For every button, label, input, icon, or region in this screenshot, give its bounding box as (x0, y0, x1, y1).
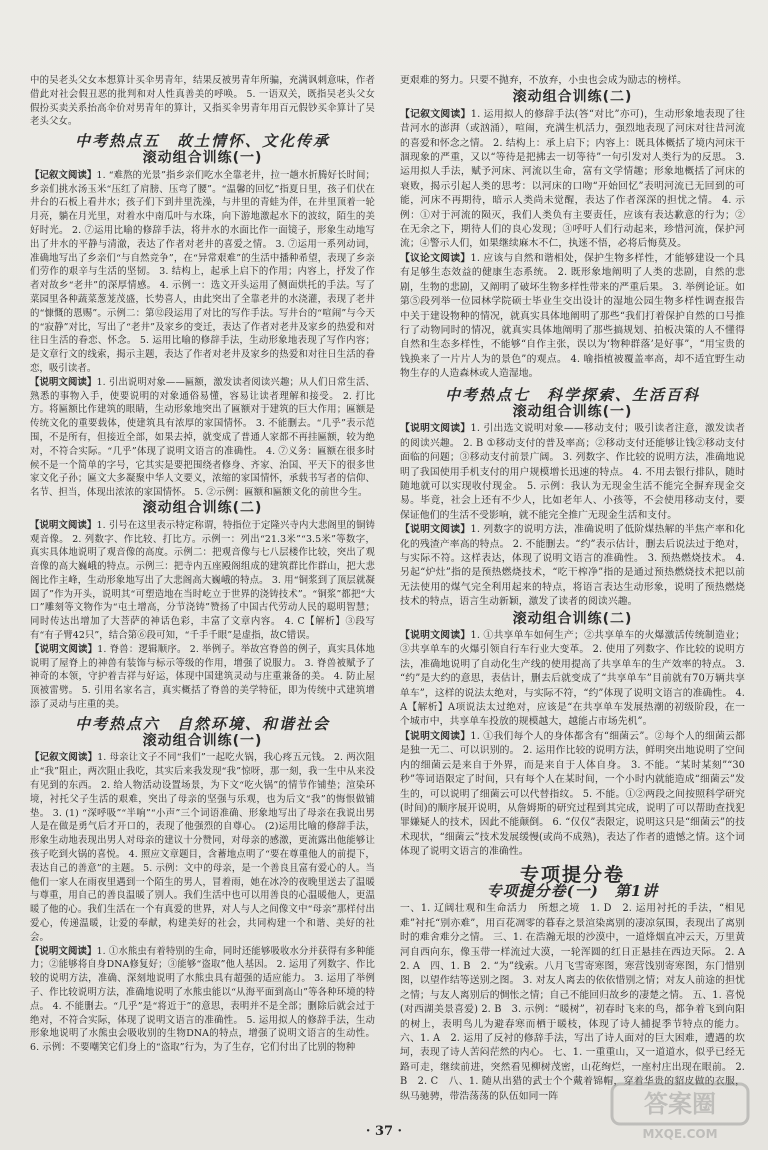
answer-paragraph (400, 730, 745, 860)
answer-text: 1. 列数字的说明方法，准确说明了低阶煤热解的半焦产率和化化的残渣产率高的特点。 2. 不能删去。“约”表示估计，删去后说法过于绝对，与实际不符。这样表达，体现了说明文语言的准确性。 3. 预热燃烧技术。 4. 另起“炉灶”指的是预热燃烧技术，“吃干榨净”指的是通过预热燃烧技术把以前无法使用的煤气完全利用起来的特点，将语言表达生动形象，说明了预热燃烧技术的特点，语言生动新颖，激发了读者的阅读兴趣。 (400, 524, 745, 608)
answer-text: 1. ①共享单车如何生产；②共享单车的火爆激活传统制造业；③共享单车的火爆引领自行车行业大变革。 2. 使用了列数字、作比较的说明方法，准确地说明了自动化生产线的使用提高了共享单车的生产效率的特点。 3. “约”是大约的意思，表估计，删去后就变成了“共享单车”目前就有70万辆共享单车”，这样的说法太绝对，与实际不符，“约”体现了说明文语言的准确性。 4. A【解析】A项说法太过绝对，应该是“在共享单车发展热潮的初级阶段，在一个城市中，共享单车投放的规模越大，越能占市场先机”。 (400, 630, 745, 728)
answer-paragraph (400, 629, 745, 730)
section-heading: 滚动组合训练(一) (512, 403, 633, 420)
section-heading: 滚动组合训练(一) (142, 149, 263, 166)
question-type-tag: 【记叙文阅读】 (400, 108, 471, 120)
hot-topic-heading: 中考热点七 科学探索、生活百科 (444, 385, 700, 404)
question-type-tag: 【议论文阅读】 (400, 252, 471, 264)
answer-paragraph (30, 519, 375, 643)
question-type-tag: 【说明文阅读】 (30, 643, 98, 655)
question-type-tag: 【说明文阅读】 (30, 376, 97, 388)
watermark-title: 答案圈 (644, 1090, 716, 1118)
section-heading: 滚动组合训练(二) (512, 89, 633, 106)
answer-paragraph (400, 108, 745, 252)
answer-paragraph (30, 751, 375, 944)
answer-text: 1. 母亲让文子不同“我们”一起吃火锅，我心疼五元钱。 2. 两次阻止“我”阻止，两次阻止我吃，其实后来我发现“我”惊呀，那一刻，我一生中从来没有见到的东西。 2. 给人物活动设置场景，为下文“吃火锅”的情节作铺垫；渲染环境，衬托父子生活的艰难，突出了母亲的坚强与乐观，也为后文“我”的悔恨做铺垫。 3. (1) “深呼吸”“半响”“小声”三个词语准确、形象地写出了母亲在我说出男人是在做是勇气后才开口的，表现了他强烈的自尊心。 (2)运用比喻的修辞手法，形象生动地表现出男人对母亲的建议十分赞同，对母亲的感激，更流露出他能够让孩子吃到火锅的喜悦。 4. 照应文章题目，含蓄地点明了“要在尊重他人的前提下，表达自己的善意”的主题。 5. 示例：文中的母亲，是一个善良且富有爱心的人。当他们一家人在雨夜里遇到一个陌生的男人，冒着雨，她在冰冷的夜晚里送去了温暖与尊重，用自己的善良温暖了别人。我们生活中也可以用善良的心温暖他人，更温暖了他的心。我们生活在一个有真爱的世界，对人与人之间像文中“母亲”那样付出爱心，传递温暖，让爱的奉献，构建美好的社会，共同构建一个和谐、美好的社会。 (30, 752, 375, 943)
question-type-tag: 【说明文阅读】 (30, 519, 97, 531)
question-type-tag: 【说明文阅读】 (30, 945, 97, 957)
answer-paragraph (400, 422, 745, 523)
answer-text: 1. 引出说明对象——匾额，激发读者阅读兴趣；从人们日常生活、熟悉的事物入手，使要说明的对象通俗易懂，容易让读者理解和接受。 2. 打比方。将匾额比作建筑的眼睛，生动形象地突出了匾额对于建筑的巨大作用；匾额是传统文化的重要载体，使建筑具有浓厚的家国情怀。 3. 不能删去。“几乎”表示范围，不是所有，但接近全部，如果去掉，就变成了普通人家都不再挂匾额，较为绝对，不符合实际。“几乎”体现了说明文语言的准确性。 4. ⑦义务：匾额在很多时候不是一个简单的字号，它其实是要把围绕者修身、齐家、治国、平天下的很多世家文化子孙；匾文大多凝聚中华人文要义，浓缩的家国情怀，承载书写者的信仰、名节、担当，体现出浓浓的家国情怀。 5. ②示例：匾额和匾额文化的前世今生。 (30, 376, 375, 499)
question-type-tag: 【说明文阅读】 (400, 630, 471, 642)
answer-text: 1. 脊兽：逻辑顺序。 2. 举例子。举故宫脊兽的例子，真实具体地说明了屋脊上的神兽有装饰与标示等级的作用，增强了说服力。 3. 脊兽被赋予了神奇的本领，守护着吉祥与好运，体现中国建筑灵动与庄重兼备的美。 4. 防止屋顶被雷劈。 5. 引用名家名言，真实概括了脊兽的美学特征，即为传统中式建筑增添了灵动与庄重的美。 (30, 643, 376, 711)
hot-topic-heading: 中考热点五 故土情怀、文化传承 (74, 132, 330, 151)
answer-text: 中的吴老头父女本想算计买伞男青年，结果反被男青年所骗，充满讽刺意味，作者借此对社会假丑恶的批判和对人性真善美的呼唤。 5. 一语双关，既指吴老头父女假扮买卖关系抬高伞价对男青年的算计，又指买伞男青年用百元假钞买伞算计了吴老头父女。 (30, 75, 375, 128)
section-heading: 滚动组合训练(二) (142, 499, 263, 516)
watermark-logo (610, 1080, 750, 1142)
answer-text: 更艰难的努力。只要不抛弃，不放弃，小虫也会成为励志的榜样。 (400, 75, 688, 86)
answer-text: 1. ①我们每个人的身体都含有“细菌云”。②每个人的细菌云都是独一无二、可以识别的。 2. 运用作比较的说明方法，鲜明突出地说明了空间内的细菌云是来自于外界，而是来自于人体自身。 3. 不能。“某时某刻”“30秒”等词语限定了时间，只有每个人在某时间，一个小时内就能造成“细菌云”发生的，可以说明了细菌云可以代替指纹。 5. 不能。①②两段之间按照科学研究(时间)的顺序展开说明，从詹姆斯的研究过程到其完成，说明了可以帮助查找犯罪嫌疑人的技术，因此不能颠倒。 6. “仅仅”表限定，说明这只是“细菌云”的技术现状，“细菌云”技术发展缓慢(或尚不成熟)，表达了作者的遗憾之情。这个词体现了说明文语言的准确性。 (400, 730, 745, 858)
answer-text: 1. 运用拟人的修辞手法(答“对比”亦可)，生动形象地表现了往昔河水的澎湃（或汹涌），喧闹，充满生机活力，强烈地表现了河床对往昔河流的喜爱和怀念之情。 2. 结构上：承上启下；内容上：既具体概括了境内河床干涸现象的严重，又以“等待是把拂去一切等待”一句引发对人类行为的反思。 3. 运用拟人手法，赋予河床、河流以生命，富有文学情趣；形象地概括了河床的衰败，揭示引起人类的思考：以河床的口吻“开始回忆”表明河流已无回到的可能，河床不再期待，暗示人类尚未觉醒，表达了作者深深的担忧之情。 4. 示例：①对于河流的陨灭，我们人类负有主要责任，应该有表达歉意的行为；②在无余之下，期待人们的良心发现；③呼吁人们行动起来，珍惜河流，保护河流；④警示人们，如果继续麻木不仁，执迷不悟，必将后悔莫及。 (400, 108, 745, 250)
page-number: · 37 · (365, 1124, 403, 1139)
answer-text: 1. “难熬的光景”指乡亲们吃水全靠老井，拉一趟水折腾好长时间；乡亲们挑水汤玉米“压红了肩膀、压弯了腰”。“温馨的回忆”指夏日里，孩子们伏在井台的石板上看井水；孩子们下到井里洗澡，与井里的青蛙为伴，在井里顶着一轮月亮，躺在月光里，对着水中南瓜叶与水珠，向下游地激起水下的波纹，陌生的美好时光。 2. ⑦运用比喻的修辞手法，将井水的水面比作一面镜子，形象生动地写出了井水的平静与清澈，表达了作者对老井的喜爱之情。 3. ⑦运用一系列动词，准确地写出了乡亲们“与自然竞争”，在“异常艰难”的生活中播种希望，表现了乡亲们劳作的艰辛与生活的坚韧。 3. 结构上，起承上启下的作用；内容上，抒发了作者对故乡“老井”的深厚情感。 4. 示例一：选文开头运用了侧面烘托的手法。写了菜园里各种蔬菜葱茏茂盛，长势喜人，由此突出了全靠老井的水浇灌，表现了老井的“慷慨的恩赐”。示例二：第⑫段运用了对比的写作手法。写井台的“喧闹”与今天的“寂静”对比，写出了“老井”及家乡的变迁，表达了作者对老井及家乡的热爱和对往日生活的眷恋、怀念。 5. 运用比喻的修辞手法，生动形象地表现了写作内容；是文章行文的线索，揭示主题，表达了作者对老井及家乡的热爱和对往日生活的眷恋，吸引读者。 (30, 169, 376, 374)
answer-paragraph (30, 74, 375, 129)
answer-text: 1. ①水熊虫有着特别的生命，同时还能够吸收水分并获得有多种能力；②能够将自身DNA修复好；③能够“盗取”他人基因。 2. 运用了列数字、作比较的说明方法，准确、深刻地说明了水熊虫具有超强的适应能力。 3. 运用了举例子、作比较说明方法，准确地说明了水熊虫能以“从海平面到高山”等各种环境的特点。 4. 不能删去。“几乎”是“将近于”的意思，表明并不是全部；删除后就会过于绝对，不符合实际，体现了说明文语言的准确性。 5. 运用拟人的修辞手法，生动形象地说明了水熊虫会吸收别的生物DNA的特点，增强了说明文语言的生动性。 6. 示例：不要嘲笑它们身上的“盗取”行为，为了生存，它们付出了比别的物种 (30, 945, 376, 1054)
answer-paragraph (30, 376, 375, 500)
chapter-title: 专项提分卷 (519, 863, 625, 886)
answer-paragraph (30, 945, 375, 1055)
question-type-tag: 【记叙文阅读】 (30, 752, 98, 764)
answer-paragraph (400, 902, 755, 1104)
answer-text: 1. 引出选文说明对象——移动支付；吸引读者注意，激发读者的阅读兴趣。 2. B ①移动支付的普及率高；②移动支付还能够让钱②移动支付面临的问题；③移动支付前景广阔。 3. 列数字、作比较的说明方法，准确地说明了我国使用手机支付的用户规模增长迅速的特点。 4. 不用去银行排队，随时随地就可以实现收付现金。 5. 示例：我认为无现金生活不能完全摒弃现金交易。毕竟，社会上还有不少人，比如老年人、小孩等，不会使用移动支付，要保证他们的生活不受影响，就不能完全推广无现金生活和支付。 (400, 423, 745, 521)
chapter-subtitle: 专项提分卷(一) 第1讲 (486, 881, 659, 900)
answer-paragraph (400, 252, 745, 382)
left-column (30, 74, 375, 1055)
question-type-tag: 【说明文阅读】 (400, 524, 471, 536)
answer-paragraph (400, 523, 745, 609)
question-type-tag: 【说明文阅读】 (400, 730, 471, 742)
answer-text: 一、1. 辽阔壮观和生命活力 所想之境 1. D 2. 运用衬托的手法，“相见难”衬托“别亦难”，用百花凋零的暮春之景渲染离别的凄凉氛围，表现出了离别时的难舍难分之情。 三、1. 在浩瀚无垠的沙漠中，一道烽烟直冲云天，万里黄河自西向东，像玉带一样流过大漠，一轮浑圆的红日正悬挂在西边天际。 2. A 2. A 四、1. B 2. “为”线索。八月飞雪寄寒图，寒营饯别寄寒图，东门惜别图，以望作结等送别之图。 3. 对友人离去的依依惜别之情；对友人前途的担忧之情；与友人离别后的惆怅之情；自己不能回归故乡的凄楚之情。 五、1. 喜悦(对西湖美景喜爱) 2. B 3. 示例：“暖树”，初春时飞来的鸟，都争着飞到向阳的树上，表明鸟儿为避春寒而栖于暖枝，体现了诗人捕捉季节特点的能力。 六、1. A 2. 运用了反衬的修辞手法，写出了诗人面对的巨大困难，遭遇的坎坷，表现了诗人苦闷茫然的内心。 七、1. 一重重山，又一道道水，似乎已经无路可走，继续前进，突然看见柳树茂密，山花绚烂，一座村庄出现在眼前。 2. B 2. C 八、1. 随从出猎的武士个个戴着锦帽，穿着华贵的貂皮做的衣服，纵马驰骋，带浩荡荡的队伍如同一阵 (400, 903, 755, 1102)
answer-text: 1. 应该与自然和谐相处，保护生物多样性，才能够建设一个具有足够生态效益的健康生态系统。 2. 既形象地阐明了人类的悲剧，自然的悲剧，生物的悲剧，又阐明了破坏生物多样性带来的严重后果。 3. 举例论证。如第⑤段列举一位园林学院硕士毕业生交出设计的湿地公园生物多样性调查报告中关于建设物种的情况，就真实具体地阐明了那些“我们打着保护自然的口号推行了动物同时的情况，就真实具体地阐明了那些搞规划、拍板决策的人不懂得自然和生态多样性，不能够“自作主张，误以为‘物种群落’是好事”，“用宝贵的钱换来了一片片人为的景色”的观点。 4. 喻指植被覆盖率高，却不适宜野生动物生存的人造森林或人造湿地。 (400, 252, 745, 380)
answer-paragraph (400, 74, 745, 88)
question-type-tag: 【记叙文阅读】 (30, 169, 97, 181)
right-column (400, 74, 755, 1104)
answer-paragraph (30, 169, 375, 376)
answer-paragraph (30, 643, 375, 712)
watermark-url: MXQE.COM (642, 1127, 718, 1141)
hot-topic-heading: 中考热点六 自然环境、和谐社会 (74, 714, 330, 733)
section-heading: 滚动组合训练(二) (512, 610, 633, 627)
question-type-tag: 【说明文阅读】 (400, 423, 471, 435)
section-heading: 滚动组合训练(一) (142, 732, 263, 749)
answer-text: 1. 引号在这里表示特定称谓，特指位于定隆兴寺内大悲阁里的铜铸观音像。 2. 列数字、作比较、打比方。示例一：列出“21.3米”“3.5米”等数字，真实具体地说明了观音像的高度。示例二：把观音像与七八层楼作比较，突出了观音像的高大巍峨的特点。示例三：把寺内五座殿阁组成的建筑群比作群山，把大悲阁比作主峰，生动形象地写出了大悲阁高大巍峨的特点。 3. 用“铜浆到了顶层就凝固了”作为开头，说明其“可塑造地在当时屹立于世界的浇铸技术”。“铜浆”都把“大口”雕刻等文物作为“屯土增高，分节浇铸”赞扬了中国古代劳动人民的聪明智慧；同时传达出增加了大菩萨的神话色彩，丰富了文章内容。 4. C【解析】③段写有“有子臂42只”，结合第⑥段可知，“千手千眼”是虚指，故C错误。 (30, 519, 376, 642)
